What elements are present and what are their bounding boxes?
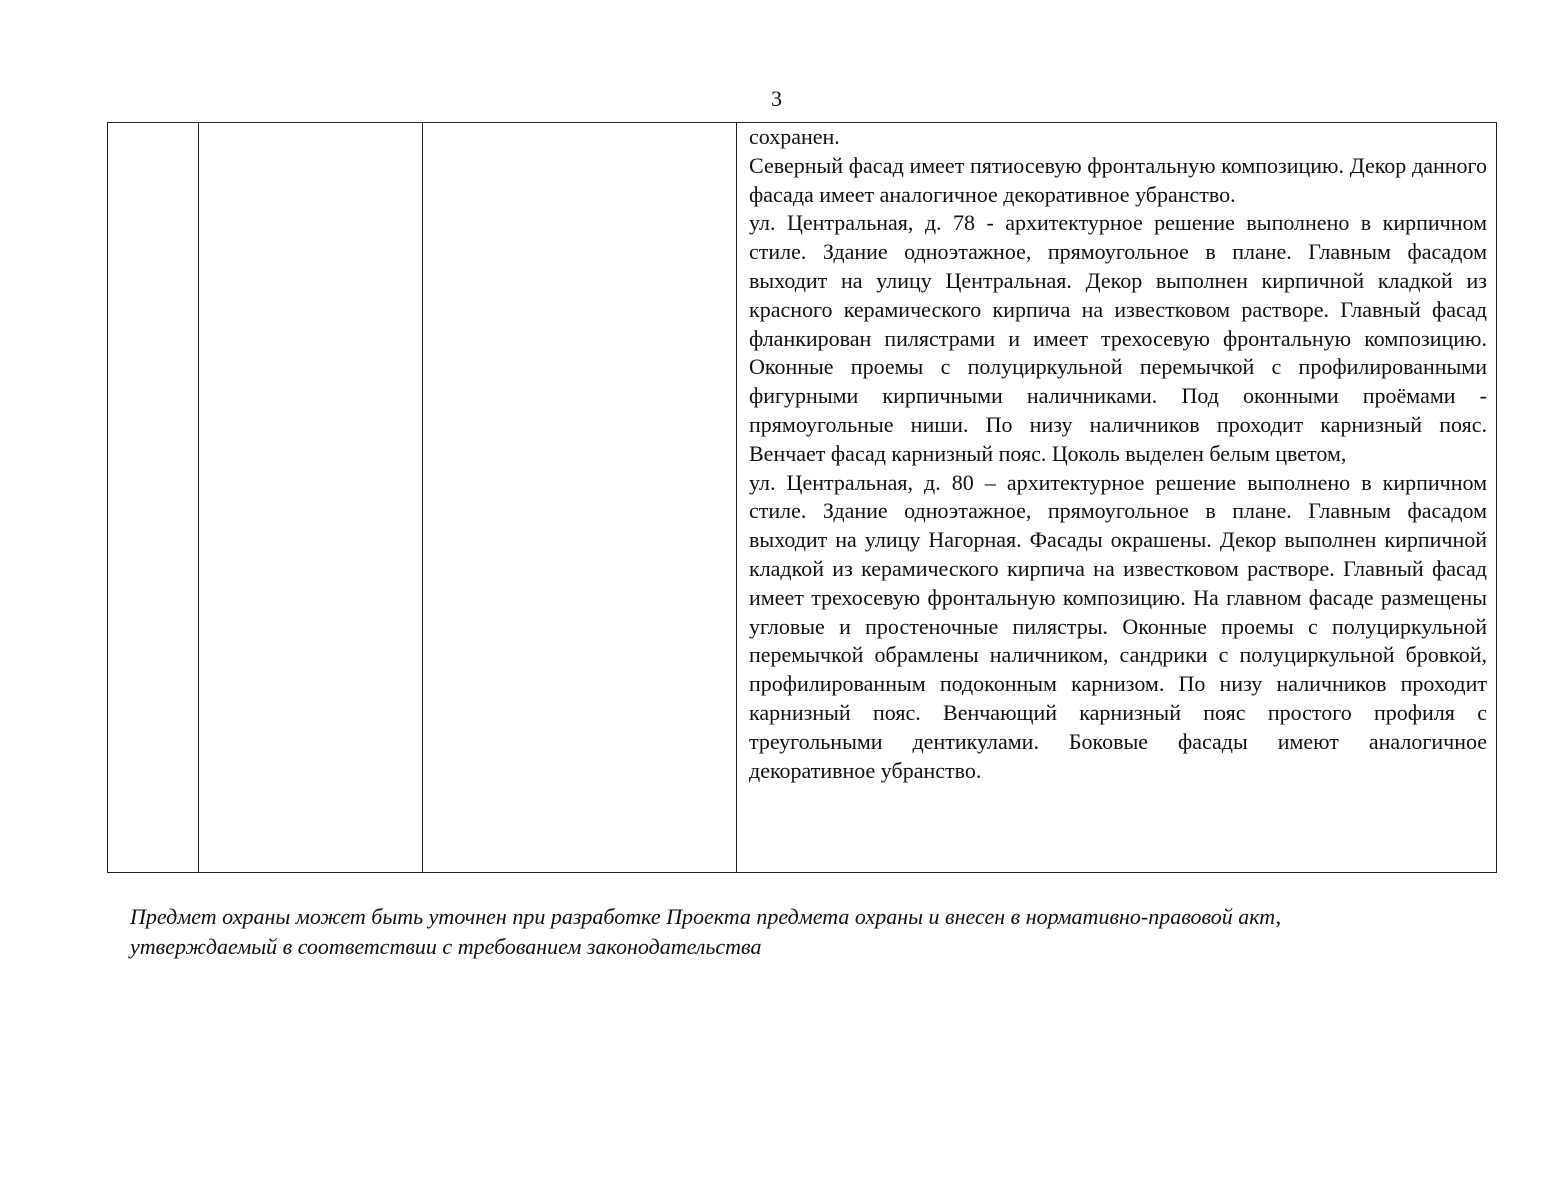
table-cell-empty-3 [423,123,737,873]
table-cell-empty-1 [108,123,199,873]
table-cell-empty-2 [199,123,423,873]
table-cell-description [737,123,1497,873]
page-number: 3 [771,86,782,111]
description-paragraph: ул. Центральная, д. 78 - архитектурное решение выполнено в кирпичном стиле. Здание одноэтажное, прямоугольное в плане. Главным фасадом выходит на улицу Центральная. Декор выполнен кирпичной кладкой из красного керамического кирпича на известковом растворе. Главный фасад фланкирован пилястрами и имеет трехосевую фронтальную композицию. Оконные проемы с полуциркульной перемычкой с профилированными фигурными кирпичными наличниками. Под оконными проёмами - прямоугольные ниши. По низу наличников проходит карнизный пояс. Венчает фасад карнизный пояс. Цоколь выделен белым цветом, [749,210,1487,466]
document-table [107,122,1497,873]
table-row [108,123,1497,873]
description-paragraph: ул. Центральная, д. 80 – архитектурное решение выполнено в кирпичном стиле. Здание одноэтажное, прямоугольное в плане. Главным фасадом выходит на улицу Нагорная. Фасады окрашены. Декор выполнен кирпичной кладкой из керамического кирпича на известковом растворе. Главный фасад имеет трехосевую фронтальную композицию. На главном фасаде размещены угловые и простеночные пилястры. Оконные проемы с полуциркульной перемычкой обрамлены наличником, сандрики с полуциркульной бровкой, профилированным подоконным карнизом. По низу наличников проходит карнизный пояс. Венчающий карнизный пояс простого профиля с треугольными дентикулами. Боковые фасады имеют аналогичное декоративное убранство. [749,469,1487,783]
description-paragraph: сохранен. [749,124,840,149]
footnote: Предмет охраны может быть уточнен при разработке Проекта предмета охраны и внесен в нормативно-правовой акт, утверждаемый в соответствии с требованием законодательства [130,904,1282,959]
description-paragraph: Северный фасад имеет пятиосевую фронтальную композицию. Декор данного фасада имеет аналогичное декоративное убранство. [749,152,1487,207]
description-text [749,123,1487,785]
